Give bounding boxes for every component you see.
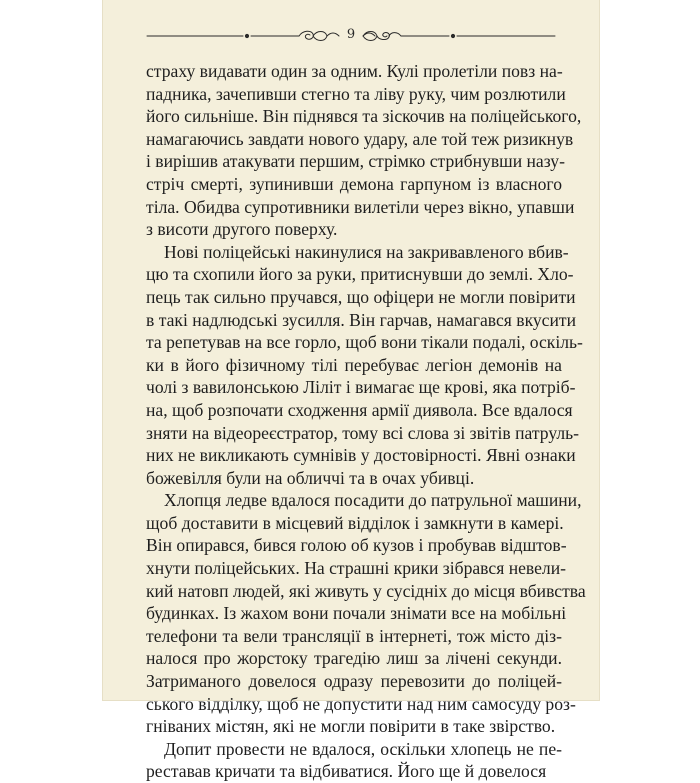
text-line: його сильніше. Він піднявся та зіскочив на поліцейського, (146, 106, 582, 127)
text-line: щоб доставити в місцевий відділок і замкнути в камері. (146, 512, 564, 533)
text-line: Він опирався, бився голою об кузов і пробував відштов- (146, 535, 567, 556)
text-line: тіла. Обидва супротивники вилетіли через вікно, упавши (146, 196, 575, 217)
text-line: Допит провести не вдалося, оскільки хлопець не пе- (164, 738, 562, 759)
text-line: падника, зачепивши стегно та ліву руку, чим розлютили (146, 83, 566, 104)
text-line: в такі надлюдські зусилля. Він гарчав, намагався вкусити (146, 309, 577, 330)
text-line: Нові поліцейські накинулися на закривавленого вбив- (164, 241, 569, 262)
text-line: Хлопця ледве вдалося посадити до патрульної машини, (164, 490, 582, 511)
text-line: на, щоб розпочати сходження армії диявола. Все вдалося (146, 399, 573, 420)
text-line: страху видавати один за одним. Кулі пролетіли повз на- (146, 61, 563, 81)
text-line: стріч смерті, зупинивши демона гарпуном із власного (146, 173, 562, 194)
page-number: 9 (346, 27, 356, 42)
text-line: зняти на відеореєстратор, тому всі слова зі звітів патруль- (146, 422, 580, 443)
text-line: кий натовп людей, які живуть у сусідніх до місця вбивства (146, 580, 586, 601)
page-header (103, 24, 599, 48)
text-line: реставав кричати та відбиватися. Його ще й довелося (146, 761, 547, 782)
text-line: хнути поліцейських. На страшні крики зібрався невели- (146, 558, 566, 579)
text-line: намагаючись завдати нового удару, але той теж ризикнув (146, 128, 574, 149)
text-line: цю та схопили його за руки, притиснувши до землі. Хло- (146, 264, 574, 285)
text-line: будинках. Із жахом вони почали знімати все на мобільні (146, 603, 567, 624)
text-line: божевілля були на обличчі та в очах убивці. (146, 467, 475, 488)
text-line: чолі з вавилонською Ліліт і вимагає ще крові, яка потріб- (146, 377, 576, 398)
body-text (146, 60, 586, 783)
text-line: та репетував на все горло, щоб вони тікали подалі, оскіль- (146, 332, 583, 353)
text-line: гніваних містян, які не могли повірити в таке звірство. (146, 716, 556, 737)
text-line: ського відділку, щоб не допустити над ним самосуду роз- (146, 693, 576, 714)
text-line: ки в його фізичному тілі перебуває легіон демонів на (146, 354, 562, 375)
text-line: пець так сильно пручався, що офіцери не могли повірити (146, 286, 576, 307)
text-line: з висоти другого поверху. (146, 219, 338, 240)
text-line: телефони та вели трансляції в інтернеті, тож місто діз- (146, 625, 562, 646)
book-page (103, 0, 599, 782)
text-line: Затриманого довелося одразу перевозити до поліцей- (146, 671, 562, 692)
text-line: них не викликають сумнівів у достовірності. Явні ознаки (146, 445, 576, 466)
text-line: і вирішив атакувати першим, стрімко стрибнувши назу- (146, 151, 565, 172)
text-line: налося про жорстоку трагедію лиш за лічені секунди. (146, 648, 562, 669)
